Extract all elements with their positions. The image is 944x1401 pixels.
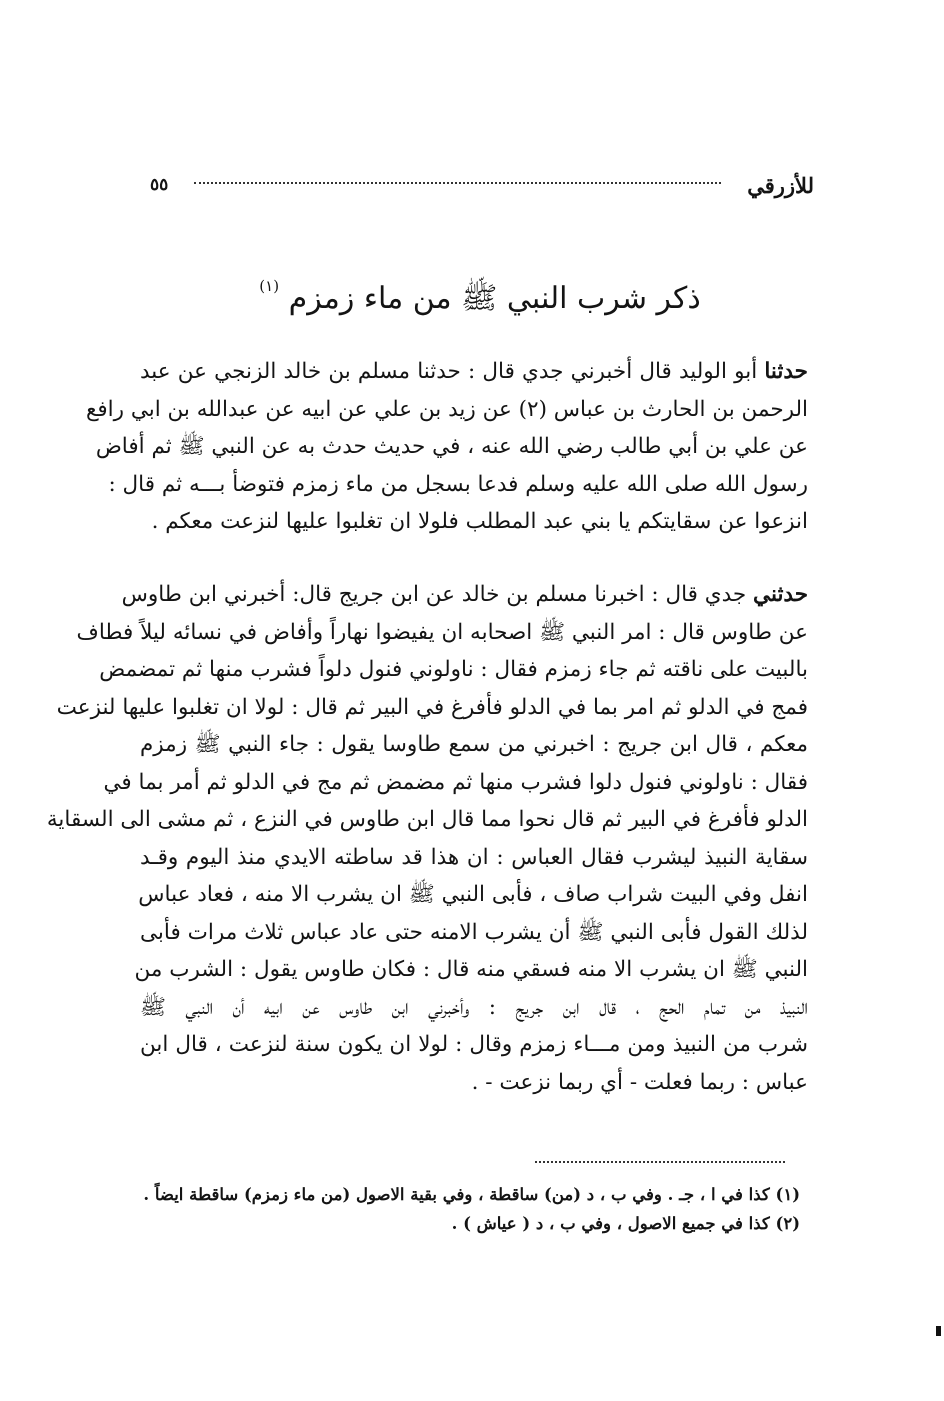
text-line: سقاية النبيذ ليشرب فقال العباس : ان هذا قد ساطته الايدي منذ اليوم وقـد (140, 844, 808, 870)
running-header (150, 170, 814, 200)
running-title: للأزرقي (747, 172, 814, 198)
chapter-title: ذكر شرب النبي ﷺ من ماء زمزم (288, 281, 701, 316)
text-line: الدلو فأفرغ في البير ثم قال نحوا مما قال ابن طاوس في النزع ، ثم مشى الى السقاية (46, 807, 808, 832)
chapter-heading (180, 278, 780, 320)
footnotes (140, 1180, 800, 1238)
text-line: بالبيت على ناقته ثم جاء زمزم فقال : ناولوني فنول دلواً فشرب منها ثم تمضمض (99, 657, 808, 682)
paragraph-lead: حدثني (753, 582, 808, 607)
text-line: الرحمن بن الحارث بن عباس (٢) عن زيد بن علي عن ابيه عن عبدالله بن ابي رافع (85, 396, 808, 422)
text-line: انفل وفي البيت شراب صاف ، فأبى النبي ﷺ ان يشرب الا منه ، فعاد عباس (138, 882, 808, 907)
text-line: حدثني جدي قال : اخبرنا مسلم بن خالد عن ابن جريج قال: أخبرني ابن طاوس (121, 582, 808, 607)
chapter-footnote-ref: (١) (259, 277, 280, 295)
text-line: فقال : ناولوني فنول دلوا فشرب منها ثم مضمض ثم مج في الدلو ثم أمر بما في (103, 769, 808, 795)
text-line: عباس : ربما فعلت - أي ربما نزعت - . (471, 1069, 808, 1095)
text-line: لذلك القول فأبى النبي ﷺ أن يشرب الامنه حتى عاد عباس ثلاث مرات فأبى (140, 919, 808, 945)
text-line: عن علي بن أبي طالب رضي الله عنه ، في حديث حدث به عن النبي ﷺ ثم أفاض (95, 434, 808, 459)
paragraph-lead: حدثنا (764, 359, 808, 384)
text-line: حدثنا أبو الوليد قال أخبرني جدي قال : حدثنا مسلم بن خالد الزنجي عن عبد (140, 359, 808, 384)
page-number: ٥٥ (150, 175, 169, 195)
text-line: معكم ، قال ابن جريج : اخبرني من سمع طاوسا يقول : جاء النبي ﷺ زمزم (140, 732, 808, 757)
footnote-2: (٢) كذا في جميع الاصول ، وفي ب ، د ( عياش ) . (451, 1214, 800, 1233)
text-line: رسول الله صلى الله عليه وسلم فدعا بسجل من ماء زمزم فتوضأ بـــه ثم قال : (108, 471, 808, 497)
text-line: فمج في الدلو ثم امر بما في الدلو فأفرغ في البير ثم قال : لولا ان تغلبوا عليها لنزعت (56, 694, 808, 720)
text-line: عن طاوس قال : امر النبي ﷺ اصحابه ان يفيضوا نهاراً وأفاض في نسائه ليلاً فطاف (76, 619, 808, 645)
text-line: شرب من النبيذ ومن مـــاء زمزم وقال : لولا ان يكون سنة لنزعت ، قال ابن (140, 1032, 808, 1057)
text-line: النبي ﷺ ان يشرب الا منه فسقي منه قال : فكان طاوس يقول : الشرب من (134, 957, 808, 982)
text-line: انزعوا عن سقايتكم يا بني عبد المطلب فلولا ان تغلبوا عليها لنزعت معكم . (151, 509, 808, 534)
paragraph-2 (46, 576, 808, 1101)
header-dotted-rule (194, 182, 721, 184)
scan-edge-mark (936, 1326, 941, 1336)
paragraph-1 (85, 353, 808, 541)
footnote-1: (١) كذا في ا ، جـ . وفي ب ، د (من) ساقطة ، وفي بقية الاصول (من ماء زمزم) ساقطة ايضاً . (143, 1185, 800, 1204)
text-line: النبيذ من تمام الحج ، قال ابن جريج : وأخبرني ابن طاوس عن ابيه أن النبي ﷺ (140, 994, 808, 1020)
footnote-separator (535, 1161, 785, 1163)
